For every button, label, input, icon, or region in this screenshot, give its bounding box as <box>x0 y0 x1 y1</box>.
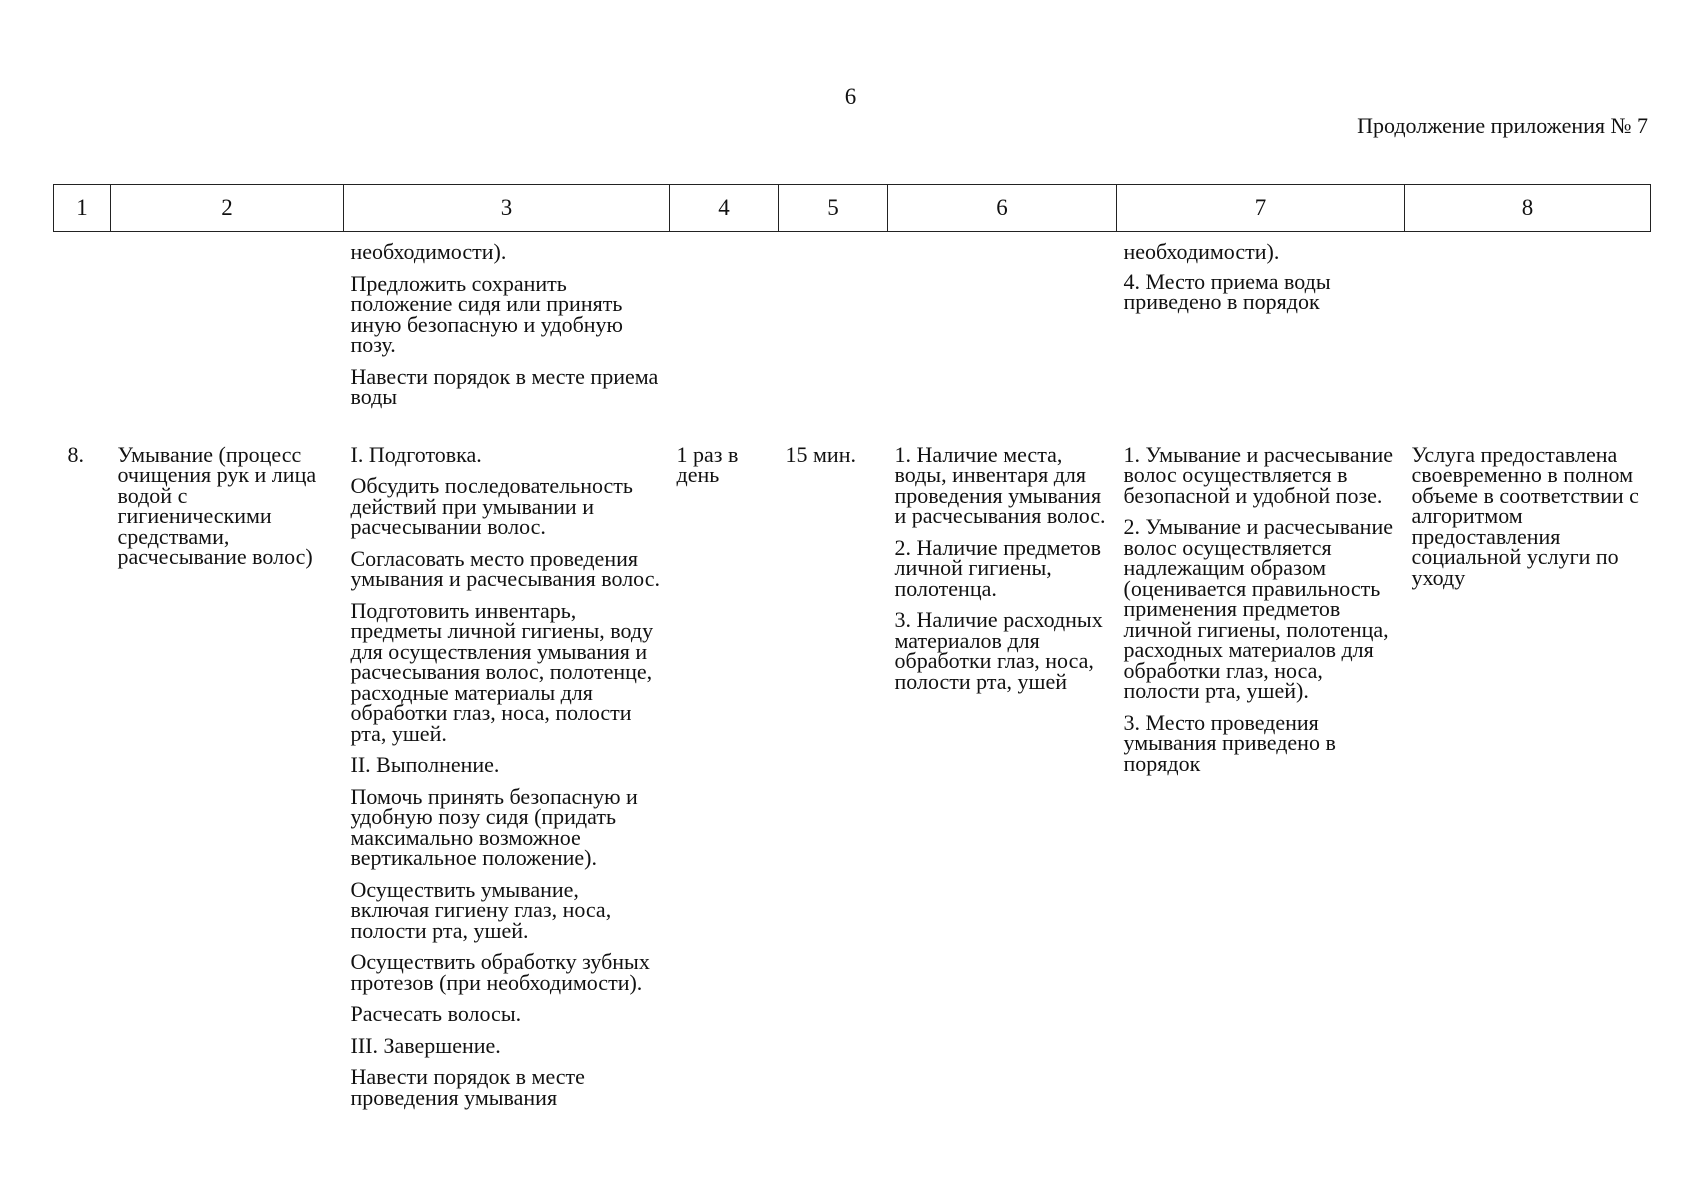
service-duration: 15 мин. <box>785 441 856 467</box>
column-header-4: 4 <box>670 185 779 232</box>
service-evaluation: Услуга предоставлена своевременно в полном объеме в соответствии с алгоритмом предоставления социальной услуги по уходу <box>1411 441 1639 590</box>
content-paragraph: Согласовать место проведения умывания и расчесывания волос. <box>350 545 660 591</box>
quality-paragraph: 4. Место приема воды приведено в порядок <box>1123 268 1331 314</box>
service-conditions <box>888 441 1117 1120</box>
content-paragraph: III. Завершение. <box>350 1032 501 1058</box>
condition-paragraph: 3. Наличие расходных материалов для обработки глаз, носа, полости рта, ушей <box>894 607 1103 694</box>
quality-paragraph: 2. Умывание и расчесывание волос осуществляется надлежащим образом (оценивается правильность применения предметов личной гигиены, полотенца, расходных материалов для обработки глаз, носа, полости рта, ушей). <box>1123 514 1393 703</box>
content-paragraph: необходимости). <box>350 239 507 264</box>
service-quality-indicators <box>1117 441 1405 1120</box>
cell-empty <box>670 232 779 441</box>
column-header-7: 7 <box>1117 185 1405 232</box>
continuation-label: Продолжение приложения № 7 <box>1357 113 1648 138</box>
content-paragraph: I. Подготовка. <box>350 441 482 467</box>
service-table <box>53 184 1651 1119</box>
column-header-3: 3 <box>344 185 670 232</box>
page-number: 6 <box>844 84 857 109</box>
cell-empty <box>54 232 111 441</box>
content-paragraph: Обсудить последовательность действий при умывании и расчесывании волос. <box>350 473 633 539</box>
cell-empty <box>1405 232 1651 441</box>
table-header-row <box>54 185 1651 232</box>
quality-paragraph: необходимости). <box>1123 239 1280 264</box>
table-row-8 <box>54 441 1651 1120</box>
column-header-6: 6 <box>888 185 1117 232</box>
content-paragraph: Навести порядок в месте проведения умывания <box>350 1064 585 1110</box>
cell-content-continued <box>344 232 670 441</box>
cell-empty <box>888 232 1117 441</box>
condition-paragraph: 1. Наличие места, воды, инвентаря для проведения умывания и расчесывания волос. <box>894 441 1106 528</box>
quality-paragraph: 1. Умывание и расчесывание волос осуществляется в безопасной и удобной позе. <box>1123 441 1393 508</box>
content-paragraph: II. Выполнение. <box>350 752 500 777</box>
quality-paragraph: 3. Место проведения умывания приведено в порядок <box>1123 709 1336 776</box>
service-content <box>344 441 670 1120</box>
cell-empty <box>111 232 344 441</box>
service-name: Умывание (процесс очищения рук и лица водой с гигиеническими средствами, расчесывание волос) <box>117 441 317 569</box>
content-paragraph: Осуществить обработку зубных протезов (при необходимости). <box>350 949 650 995</box>
column-header-1: 1 <box>54 185 111 232</box>
condition-paragraph: 2. Наличие предметов личной гигиены, полотенца. <box>894 534 1102 601</box>
content-paragraph: Осуществить умывание, включая гигиену глаз, носа, полости рта, ушей. <box>350 876 612 943</box>
content-paragraph: Предложить сохранить положение сидя или принять иную безопасную и удобную позу. <box>350 270 623 357</box>
content-paragraph: Подготовить инвентарь, предметы личной гигиены, воду для осуществления умывания и расчесывания волос, полотенце, расходные материалы для обработки глаз, носа, полости рта, ушей. <box>350 597 654 746</box>
content-paragraph: Помочь принять безопасную и удобную позу сидя (придать максимально возможное вертикальное положение). <box>350 783 638 870</box>
content-paragraph: Навести порядок в месте приема воды <box>350 363 659 409</box>
column-header-8: 8 <box>1405 185 1651 232</box>
cell-quality-continued <box>1117 232 1405 441</box>
service-frequency: 1 раз в день <box>676 441 739 487</box>
column-header-2: 2 <box>111 185 344 232</box>
column-header-5: 5 <box>779 185 888 232</box>
cell-empty <box>779 232 888 441</box>
row-number: 8. <box>67 441 84 467</box>
table-row-continued <box>54 232 1651 441</box>
content-paragraph: Расчесать волосы. <box>350 1001 522 1026</box>
